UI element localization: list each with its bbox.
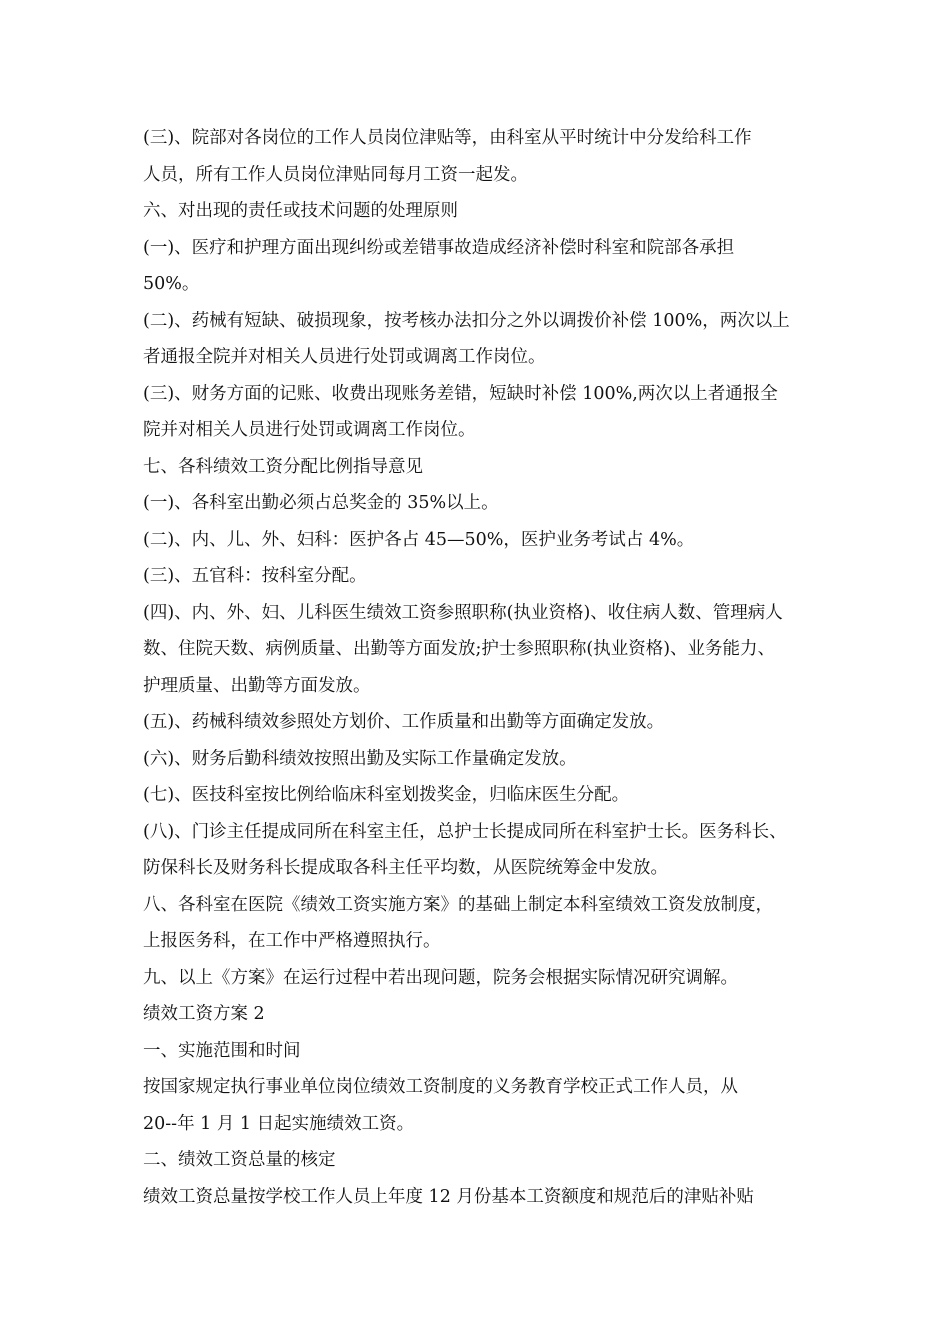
text-line: 数、住院天数、病例质量、出勤等方面发放;护士参照职称(执业资格)、业务能力、: [143, 639, 776, 659]
text-line: (二)、药械有短缺、破损现象，按考核办法扣分之外以调拨价补偿 100%，两次以上: [143, 310, 790, 331]
text-line: 绩效工资总量按学校工作人员上年度 12 月份基本工资额度和规范后的津贴补贴: [143, 1186, 754, 1207]
section-heading: 八、各科室在医院《绩效工资实施方案》的基础上制定本科室绩效工资发放制度，: [143, 894, 773, 915]
text-line: 防保科长及财务科长提成取各科主任平均数，从医院统筹金中发放。: [143, 858, 668, 878]
text-line: 上报医务科，在工作中严格遵照执行。: [143, 931, 441, 951]
text-line: (七)、医技科室按比例给临床科室划拨奖金，归临床医生分配。: [143, 785, 630, 805]
text-line: (五)、药械科绩效参照处方划价、工作质量和出勤等方面确定发放。: [143, 712, 665, 732]
text-line: 护理质量、出勤等方面发放。: [143, 675, 371, 696]
section-heading: 七、各科绩效工资分配比例指导意见: [143, 456, 423, 477]
text-line: 人员，所有工作人员岗位津贴同每月工资一起发。: [143, 164, 528, 185]
text-line: 院并对相关人员进行处罚或调离工作岗位。: [143, 420, 476, 440]
text-line: 20--年 1 月 1 日起实施绩效工资。: [143, 1113, 415, 1134]
document-body: [143, 120, 823, 1215]
section-heading: 九、以上《方案》在运行过程中若出现问题，院务会根据实际情况研究调解。: [143, 967, 738, 988]
text-line: (四)、内、外、妇、儿科医生绩效工资参照职称(执业资格)、收住病人数、管理病人: [143, 602, 783, 623]
text-line: (八)、门诊主任提成同所在科室主任，总护士长提成同所在科室护士长。医务科长、: [143, 821, 787, 842]
text-line: 50%。: [143, 274, 200, 294]
text-line: 者通报全院并对相关人员进行处罚或调离工作岗位。: [143, 347, 546, 367]
text-line: (一)、各科室出勤必须占总奖金的 35%以上。: [143, 493, 499, 513]
text-line: (六)、财务后勤科绩效按照出勤及实际工作量确定发放。: [143, 748, 577, 769]
section-heading: 一、实施范围和时间: [143, 1040, 301, 1061]
section-heading: 六、对出现的责任或技术问题的处理原则: [143, 201, 458, 221]
text-line: (一)、医疗和护理方面出现纠纷或差错事故造成经济补偿时科室和院部各承担: [143, 237, 735, 258]
document-title: 绩效工资方案 2: [143, 1004, 265, 1024]
text-line: (三)、院部对各岗位的工作人员岗位津贴等，由科室从平时统计中分发给科工作: [143, 128, 752, 148]
text-line: (二)、内、儿、外、妇科：医护各占 45—50%，医护业务考试占 4%。: [143, 529, 695, 550]
text-line: (三)、财务方面的记账、收费出现账务差错，短缺时补偿 100%,两次以上者通报全: [143, 383, 778, 404]
section-heading: 二、绩效工资总量的核定: [143, 1150, 336, 1170]
text-line: (三)、五官科：按科室分配。: [143, 566, 367, 586]
text-line: 按国家规定执行事业单位岗位绩效工资制度的义务教育学校正式工作人员，从: [143, 1077, 738, 1097]
